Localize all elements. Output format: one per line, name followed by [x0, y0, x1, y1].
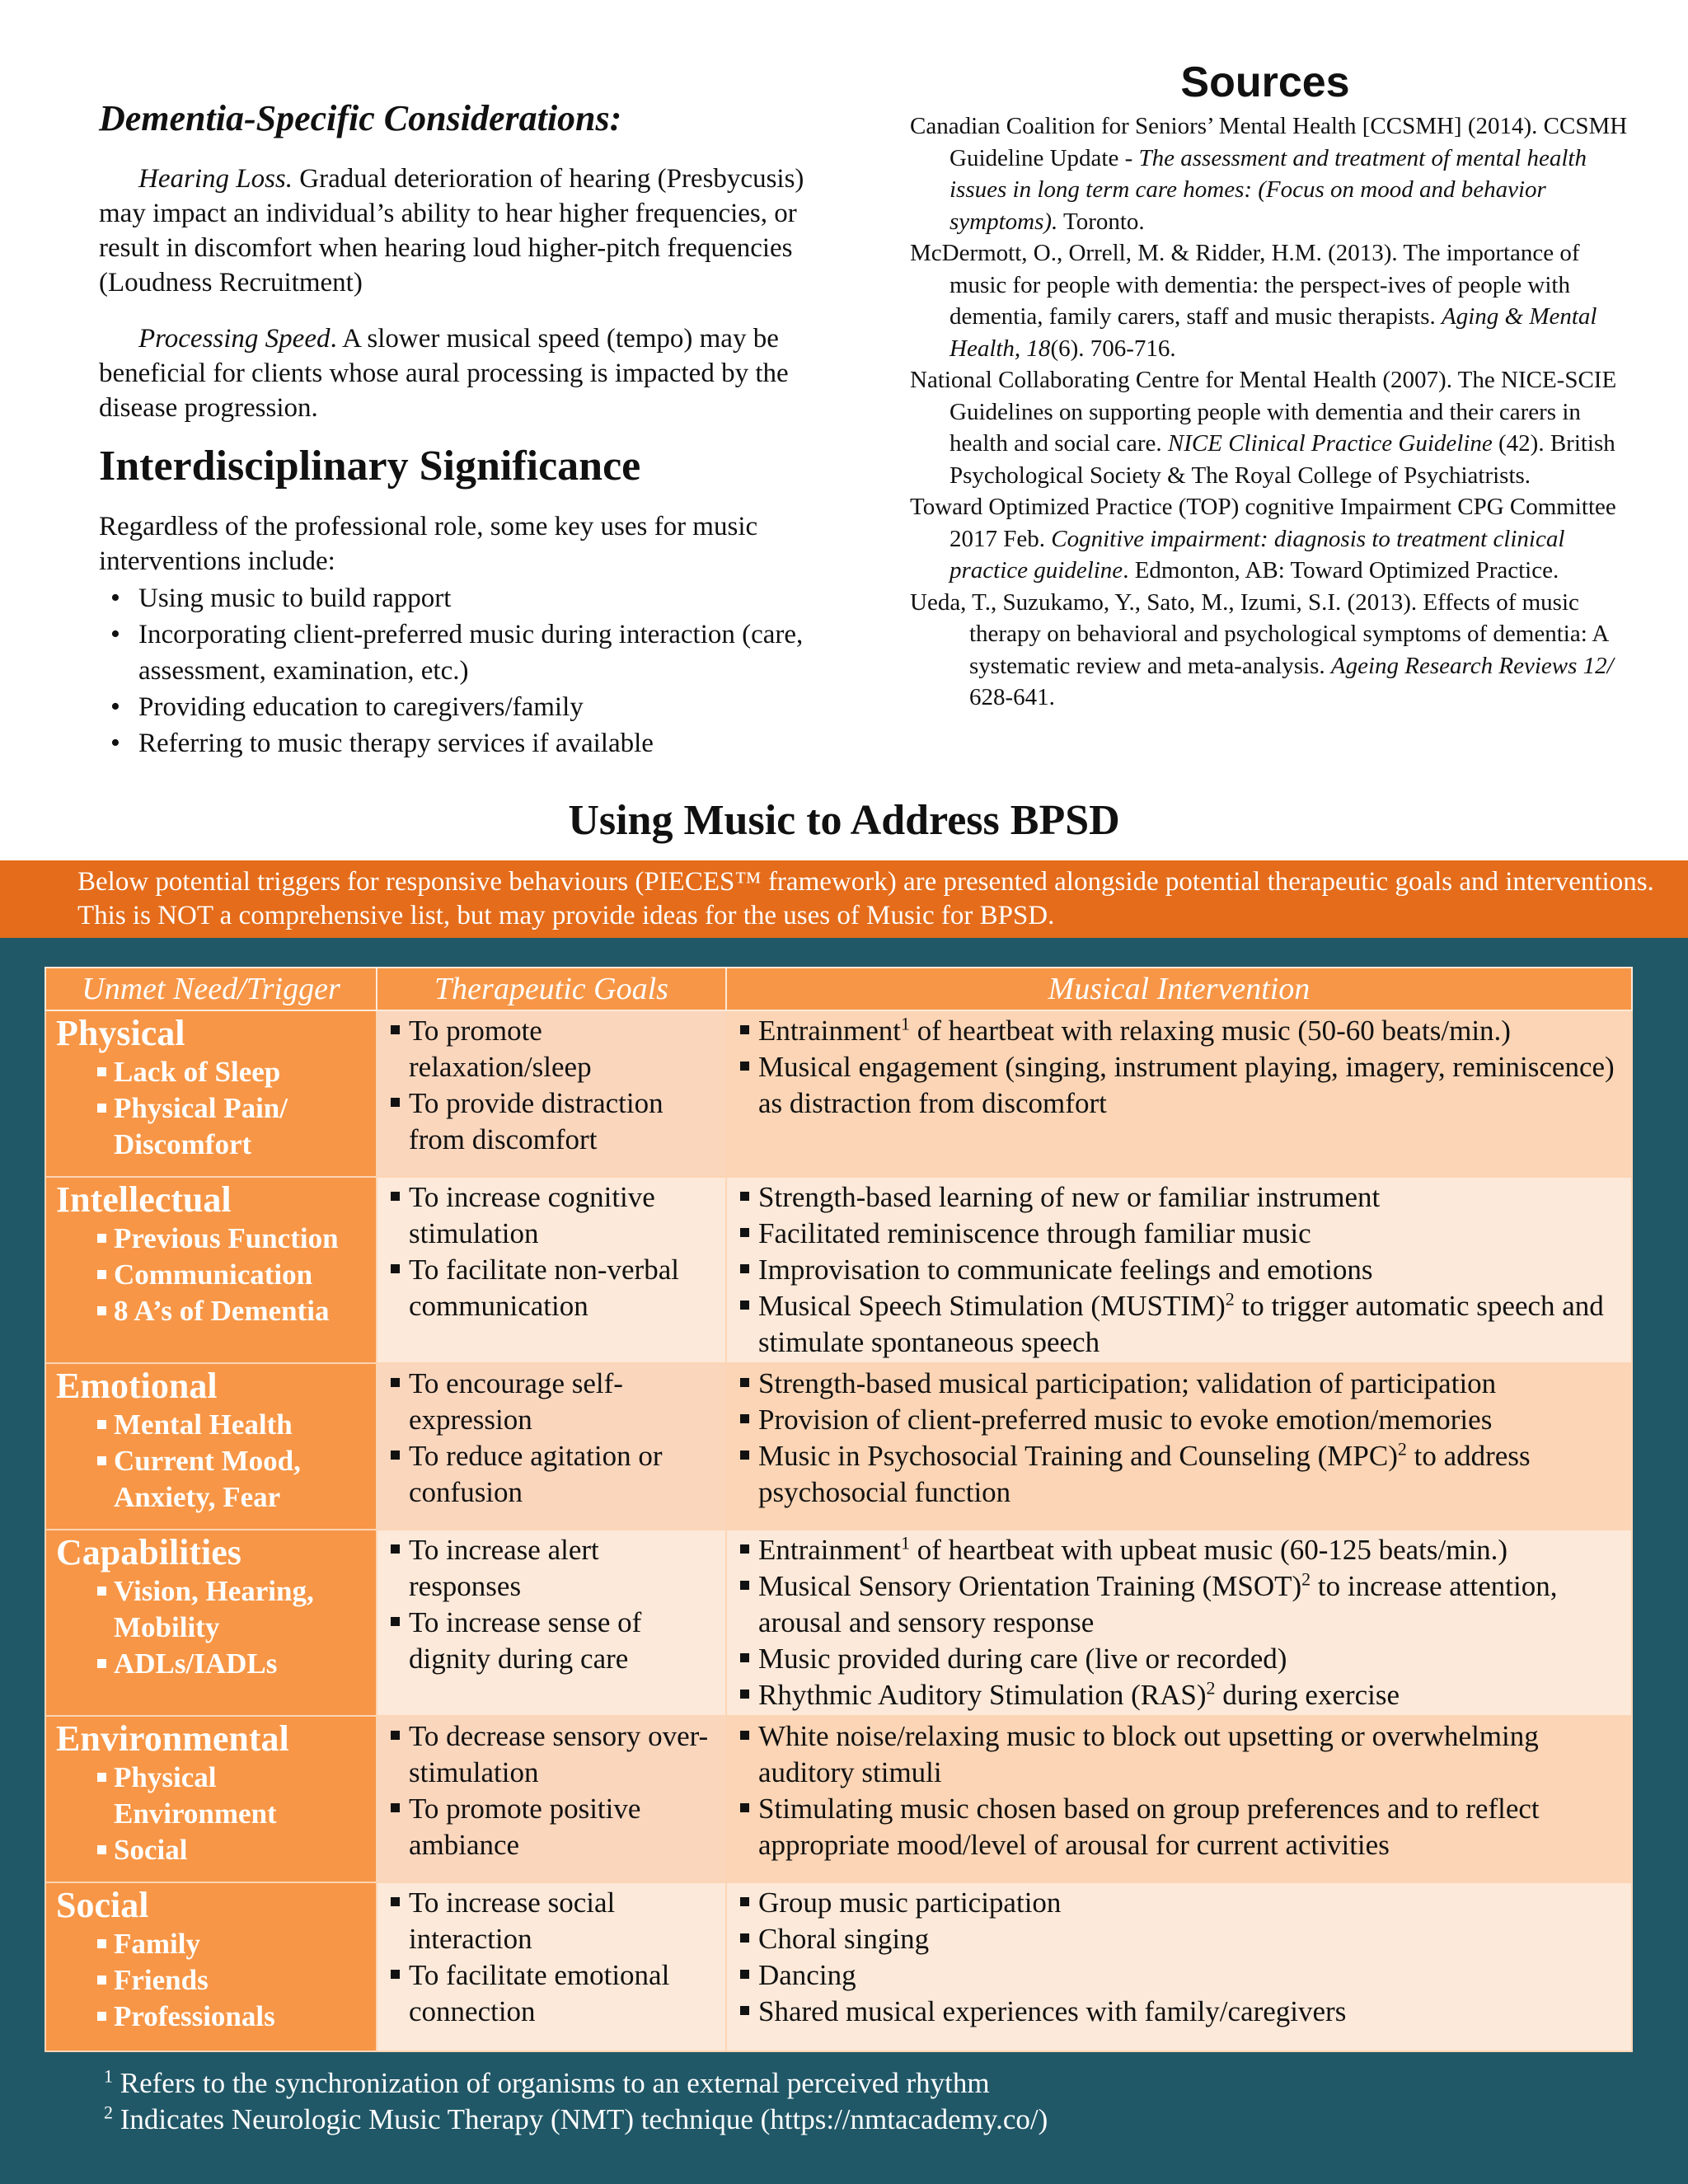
- trigger-item: Communication: [56, 1257, 366, 1293]
- goal-item: To increase alert responses: [387, 1532, 715, 1605]
- trigger-item: 8 A’s of Dementia: [56, 1293, 366, 1329]
- intervention-item: [737, 1957, 1621, 1994]
- intervention-text: Musical engagement (singing, instrument playing, imagery, reminiscence) as distraction from discomfort: [758, 1051, 1615, 1119]
- footnote-text: Refers to the synchronization of organisms to an external perceived rhythm: [120, 2067, 990, 2099]
- intervention-cell: [726, 1010, 1632, 1177]
- trigger-cell: [45, 1010, 377, 1177]
- processing-speed-text: . A slower musical speed (tempo) may be beneficial for clients whose aural processing is impacted by the disease progression.: [99, 324, 789, 423]
- intervention-text: White noise/relaxing music to block out upsetting or overwhelming auditory stimuli: [758, 1720, 1539, 1788]
- trigger-cell: [45, 1882, 377, 2051]
- goal-item: To facilitate emotional connection: [387, 1957, 715, 2030]
- interdisciplinary-intro: Regardless of the professional role, some key uses for music interventions include:: [99, 512, 758, 576]
- trigger-list: [56, 1054, 366, 1163]
- intervention-item: [737, 1921, 1621, 1957]
- hearing-loss-paragraph: [99, 162, 824, 300]
- intervention-item: [737, 1288, 1621, 1361]
- intervention-text: Music provided during care (live or recorded): [758, 1643, 1287, 1675]
- trigger-cell: [45, 1716, 377, 1882]
- footnote-mark: 2: [104, 2102, 113, 2123]
- trigger-cell: [45, 1177, 377, 1363]
- reference-text: McDermott, O., Orrell, M. & Ridder, H.M. (2013). The importance of music for people with dementia: the perspect-ives of people with dementia, family carers, staff and music therapists.: [910, 240, 1580, 330]
- intervention-text: Stimulating music chosen based on group preferences and to reflect appropriate mood/level of arousal for current activities: [758, 1793, 1540, 1861]
- trigger-list: [56, 1221, 366, 1329]
- intervention-cell: [726, 1530, 1632, 1716]
- dementia-heading: Dementia-Specific Considerations:: [99, 98, 622, 138]
- goals-cell: [377, 1530, 726, 1716]
- intervention-text: Rhythmic Auditory Stimulation (RAS): [758, 1679, 1207, 1711]
- table-row: [45, 1882, 1632, 2051]
- intervention-text: Choral singing: [758, 1923, 930, 1955]
- intervention-text: Strength-based musical participation; validation of participation: [758, 1367, 1497, 1399]
- intervention-item: [737, 1718, 1621, 1791]
- footnotes: [104, 2065, 1048, 2138]
- goals-list: [387, 1366, 715, 1511]
- reference-italic: The assessment and treatment of mental health issues in long term care homes: (Focus on mood and behavior symptoms).: [950, 144, 1587, 235]
- intervention-item: [737, 1677, 1621, 1713]
- trigger-list: [56, 1760, 366, 1868]
- intervention-text: to address psychosocial function: [758, 1440, 1531, 1508]
- intervention-item: [737, 1885, 1621, 1921]
- intervention-item: [737, 1568, 1621, 1641]
- table-body: [45, 1010, 1632, 2051]
- source-reference: [910, 237, 1635, 364]
- goal-item: To reduce agitation or confusion: [387, 1438, 715, 1511]
- intervention-text: Facilitated reminiscence through familiar music: [758, 1217, 1311, 1249]
- reference-text: Toward Optimized Practice (TOP) cognitive Impairment CPG Committee 2017 Feb.: [910, 494, 1616, 552]
- intervention-item: [737, 1994, 1621, 2030]
- hearing-loss-lead: Hearing Loss.: [138, 164, 293, 194]
- category-title: Environmental: [56, 1718, 289, 1759]
- intervention-cell: [726, 1882, 1632, 2051]
- sources-heading: Sources: [1180, 59, 1350, 106]
- source-reference: [910, 587, 1635, 714]
- intervention-list: [737, 1013, 1621, 1122]
- intervention-text: Shared musical experiences with family/caregivers: [758, 1995, 1347, 2027]
- interdisciplinary-list: [99, 580, 841, 762]
- intervention-text: Entrainment: [758, 1015, 902, 1047]
- goals-cell: [377, 1882, 726, 2051]
- table-header-row: [45, 968, 1632, 1010]
- intervention-item: [737, 1049, 1621, 1122]
- table-row: [45, 1010, 1632, 1177]
- goals-list: [387, 1013, 715, 1158]
- trigger-item: Current Mood, Anxiety, Fear: [56, 1443, 366, 1516]
- intervention-text: Musical Sensory Orientation Training (MSOT): [758, 1570, 1302, 1602]
- trigger-item: Family: [56, 1926, 366, 1962]
- intervention-text: Improvisation to communicate feelings and emotions: [758, 1254, 1373, 1286]
- intervention-text: of heartbeat with relaxing music (50-60 beats/min.): [910, 1015, 1511, 1047]
- list-item: • Referring to music therapy services if available: [99, 725, 841, 762]
- trigger-cell: [45, 1363, 377, 1530]
- goals-cell: [377, 1716, 726, 1882]
- bpsd-intro-text: Below potential triggers for responsive behaviours (PIECES™ framework) are presented alongside potential therapeutic goals and interventions. This is NOT a comprehensive list, but may provide ideas for the uses of Music for BPSD.: [77, 867, 1654, 930]
- intervention-item: [737, 1013, 1621, 1049]
- intervention-item: [737, 1252, 1621, 1288]
- trigger-list: [56, 1926, 366, 2035]
- intervention-item: [737, 1179, 1621, 1216]
- bpsd-heading: Using Music to Address BPSD: [568, 797, 1120, 844]
- category-title: Social: [56, 1885, 149, 1925]
- goals-list: [387, 1532, 715, 1677]
- goal-item: To increase social interaction: [387, 1885, 715, 1957]
- intervention-item: [737, 1366, 1621, 1402]
- footnote-ref: 1: [901, 1013, 911, 1034]
- intervention-text: to increase attention, arousal and sensory response: [758, 1570, 1558, 1638]
- list-item: • Using music to build rapport: [99, 580, 841, 616]
- intervention-cell: [726, 1177, 1632, 1363]
- intervention-item: [737, 1216, 1621, 1252]
- goals-cell: [377, 1363, 726, 1530]
- footnote-text: Indicates Neurologic Music Therapy (NMT) technique (https://nmtacademy.co/): [120, 2103, 1048, 2135]
- goal-item: To increase sense of dignity during care: [387, 1605, 715, 1677]
- goals-cell: [377, 1010, 726, 1177]
- trigger-item: Lack of Sleep: [56, 1054, 366, 1090]
- intervention-cell: [726, 1716, 1632, 1882]
- reference-text: Ueda, T., Suzukamo, Y., Sato, M., Izumi, S.I. (2013). Effects of music therapy on behavioral and psychological symptoms of dementia: A systematic review and meta-analysis.: [910, 588, 1608, 679]
- intervention-item: [737, 1438, 1621, 1511]
- table-row: [45, 1363, 1632, 1530]
- intervention-text: Music in Psychosocial Training and Counseling (MPC): [758, 1440, 1398, 1472]
- goal-item: To decrease sensory over-stimulation: [387, 1718, 715, 1791]
- category-title: Physical: [56, 1013, 185, 1053]
- reference-italic: NICE Clinical Practice Guideline: [1167, 430, 1493, 457]
- reference-italic: Ageing Research Reviews 12/: [1330, 652, 1614, 679]
- trigger-list: [56, 1573, 366, 1682]
- trigger-item: Physical Environment: [56, 1760, 366, 1832]
- intervention-list: [737, 1366, 1621, 1511]
- intervention-item: [737, 1402, 1621, 1438]
- sources-list: [910, 110, 1635, 714]
- intervention-text: of heartbeat with upbeat music (60-125 beats/min.): [910, 1534, 1508, 1566]
- category-title: Intellectual: [56, 1179, 232, 1220]
- intervention-item: [737, 1532, 1621, 1568]
- trigger-item: ADLs/IADLs: [56, 1646, 366, 1682]
- category-title: Capabilities: [56, 1532, 241, 1572]
- source-reference: [910, 364, 1635, 491]
- intervention-list: [737, 1179, 1621, 1361]
- table-row: [45, 1530, 1632, 1716]
- footnote-ref: 2: [1225, 1288, 1235, 1310]
- processing-speed-lead: Processing Speed: [138, 324, 331, 354]
- goal-item: To promote relaxation/sleep: [387, 1013, 715, 1085]
- intervention-text: Group music participation: [758, 1886, 1062, 1919]
- column-header-intervention: Musical Intervention: [726, 968, 1632, 1010]
- trigger-item: Physical Pain/ Discomfort: [56, 1090, 366, 1163]
- footnote: [104, 2065, 1048, 2102]
- trigger-list: [56, 1407, 366, 1516]
- reference-text: Toronto.: [1057, 208, 1145, 235]
- reference-text: (6). 706-716.: [1050, 335, 1176, 362]
- goals-cell: [377, 1177, 726, 1363]
- hearing-loss-text: Gradual deterioration of hearing (Presbycusis) may impact an individual’s ability to hear higher frequencies, or result in discomfort when hearing loud higher-pitch frequencies (Loudness Recruitment): [99, 164, 804, 298]
- trigger-item: Mental Health: [56, 1407, 366, 1443]
- footnote-ref: 2: [1301, 1568, 1311, 1590]
- bpsd-table: [45, 967, 1633, 2052]
- footnote: [104, 2102, 1048, 2138]
- trigger-item: Previous Function: [56, 1221, 366, 1257]
- column-header-trigger: Unmet Need/Trigger: [45, 968, 377, 1010]
- list-item: • Providing education to caregivers/family: [99, 689, 841, 725]
- intervention-cell: [726, 1363, 1632, 1530]
- goal-item: To promote positive ambiance: [387, 1791, 715, 1863]
- footnote-ref: 1: [901, 1532, 911, 1554]
- trigger-item: Friends: [56, 1962, 366, 1999]
- intervention-text: during exercise: [1215, 1679, 1400, 1711]
- intervention-list: [737, 1885, 1621, 2030]
- intervention-item: [737, 1791, 1621, 1863]
- interdisciplinary-heading: Interdisciplinary Significance: [99, 443, 641, 490]
- trigger-item: Vision, Hearing, Mobility: [56, 1573, 366, 1646]
- source-reference: [910, 110, 1635, 237]
- intervention-text: Strength-based learning of new or familiar instrument: [758, 1181, 1381, 1213]
- intervention-list: [737, 1532, 1621, 1713]
- source-reference: [910, 491, 1635, 587]
- reference-italic: Cognitive impairment: diagnosis to treatment clinical practice guideline: [950, 525, 1565, 583]
- intervention-text: Musical Speech Stimulation (MUSTIM): [758, 1290, 1226, 1322]
- column-header-goals: Therapeutic Goals: [377, 968, 726, 1010]
- reference-text: Canadian Coalition for Seniors’ Mental Health [CCSMH] (2014). CCSMH Guideline Update -: [910, 113, 1628, 171]
- trigger-cell: [45, 1530, 377, 1716]
- processing-speed-paragraph: [99, 321, 824, 425]
- reference-italic: Aging & Mental Health, 18: [950, 303, 1597, 362]
- table-row: [45, 1177, 1632, 1363]
- trigger-item: Professionals: [56, 1999, 366, 2035]
- reference-text: (42). British Psychological Society & The Royal College of Psychiatrists.: [950, 430, 1615, 489]
- intervention-list: [737, 1718, 1621, 1863]
- footnote-ref: 2: [1397, 1438, 1407, 1460]
- footnote-ref: 2: [1206, 1677, 1216, 1699]
- table-row: [45, 1716, 1632, 1882]
- intervention-text: to trigger automatic speech and stimulate spontaneous speech: [758, 1290, 1604, 1358]
- trigger-item: Social: [56, 1832, 366, 1868]
- intervention-text: Dancing: [758, 1959, 856, 1991]
- goals-list: [387, 1718, 715, 1863]
- list-item: • Incorporating client-preferred music during interaction (care, assessment, examination, etc.): [99, 616, 841, 689]
- goal-item: To increase cognitive stimulation: [387, 1179, 715, 1252]
- goals-list: [387, 1885, 715, 2030]
- goal-item: To facilitate non-verbal communication: [387, 1252, 715, 1324]
- category-title: Emotional: [56, 1366, 218, 1406]
- goal-item: To provide distraction from discomfort: [387, 1085, 715, 1158]
- reference-text: 628-641.: [969, 684, 1055, 710]
- goal-item: To encourage self-expression: [387, 1366, 715, 1438]
- intervention-text: Entrainment: [758, 1534, 902, 1566]
- intervention-text: Provision of client-preferred music to evoke emotion/memories: [758, 1404, 1493, 1436]
- footnote-mark: 1: [104, 2065, 113, 2087]
- goals-list: [387, 1179, 715, 1324]
- reference-text: . Edmonton, AB: Toward Optimized Practice.: [1123, 557, 1559, 583]
- intervention-item: [737, 1641, 1621, 1677]
- reference-text: National Collaborating Centre for Mental Health (2007). The NICE-SCIE Guidelines on supporting people with dementia and their carers in health and social care.: [910, 367, 1617, 457]
